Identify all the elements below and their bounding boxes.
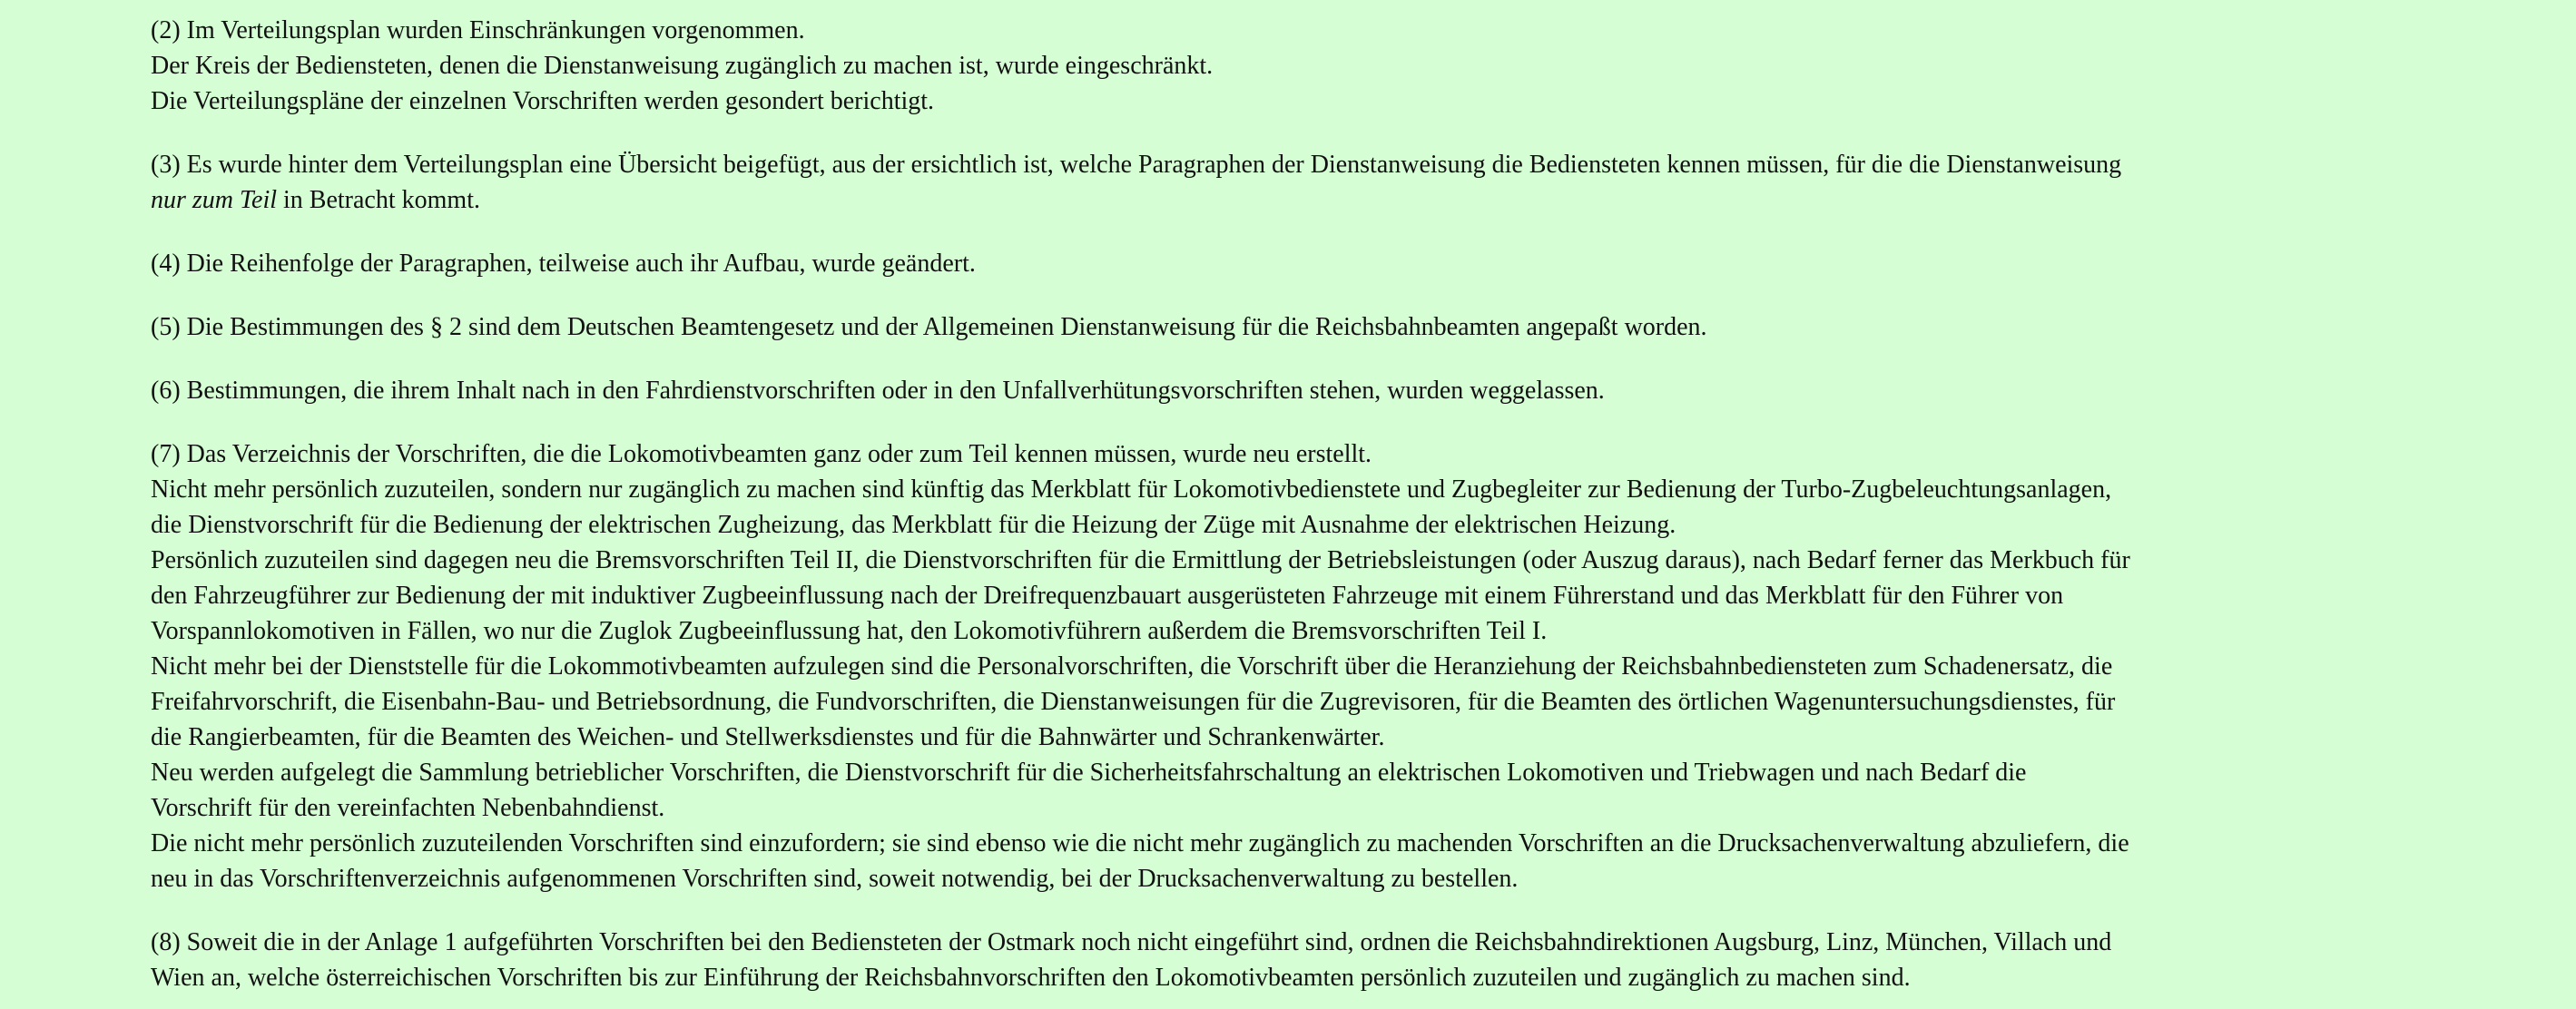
document-body [151, 13, 2438, 995]
text-line: die Dienstvorschrift für die Bedienung der elektrischen Zugheizung, das Merkblatt für die Heizung der Züge mit Ausnahme der elektrischen Heizung. [151, 511, 1676, 539]
paragraph-7 [151, 436, 2438, 896]
text-line: Der Kreis der Bediensteten, denen die Dienstanweisung zugänglich zu machen ist, wurde eingeschränkt. [151, 52, 1214, 80]
text-line: (3) Es wurde hinter dem Verteilungsplan eine Übersicht beigefügt, aus der ersichtlich ist, welche Paragraphen der Dienstanweisung die Bediensteten kennen müssen, für die die Dienstanweisung [151, 151, 2122, 179]
text-line: (7) Das Verzeichnis der Vorschriften, die die Lokomotivbeamten ganz oder zum Teil kennen müssen, wurde neu erstellt. [151, 440, 1372, 468]
text-line: Vorspannlokomotiven in Fällen, wo nur die Zuglok Zugbeeinflussung hat, den Lokomotivführern außerdem die Bremsvorschriften Teil I. [151, 617, 1548, 645]
text-line: Die Verteilungspläne der einzelnen Vorschriften werden gesondert berichtigt. [151, 87, 935, 115]
text-line: (8) Soweit die in der Anlage 1 aufgeführten Vorschriften bei den Bediensteten der Ostmark noch nicht eingeführt sind, ordnen die Reichsbahndirektionen Augsburg, Linz, München, Villach und [151, 928, 2112, 956]
paragraph-8 [151, 925, 2438, 995]
paragraph-5 [151, 309, 2438, 345]
paragraph-2 [151, 13, 2438, 119]
text-line: (5) Die Bestimmungen des § 2 sind dem Deutschen Beamtengesetz und der Allgemeinen Dienstanweisung für die Reichsbahnbeamten angepaßt worden. [151, 313, 1707, 341]
text-line: Neu werden aufgelegt die Sammlung betrieblicher Vorschriften, die Dienstvorschrift für die Sicherheitsfahrschaltung an elektrischen Lokomotiven und Triebwagen und nach Bedarf die [151, 759, 2027, 787]
text-line [151, 182, 2438, 218]
text-fragment: in Betracht kommt. [277, 186, 480, 214]
paragraph-6 [151, 373, 2438, 408]
text-line: Die nicht mehr persönlich zuzuteilenden Vorschriften sind einzufordern; sie sind ebenso wie die nicht mehr zugänglich zu machenden Vorschriften an die Drucksachenverwaltung abzuliefern, die [151, 829, 2129, 857]
text-line: Persönlich zuzuteilen sind dagegen neu die Bremsvorschriften Teil II, die Dienstvorschriften für die Ermittlung der Betriebsleistungen (oder Auszug daraus), nach Bedarf ferner das Merkbuch für [151, 546, 2130, 574]
italic-emphasis: nur zum Teil [151, 186, 278, 214]
text-line: neu in das Vorschriftenverzeichnis aufgenommenen Vorschriften sind, soweit notwendig, bei der Drucksachenverwaltung zu bestellen. [151, 865, 1519, 893]
text-line: (4) Die Reihenfolge der Paragraphen, teilweise auch ihr Aufbau, wurde geändert. [151, 250, 976, 278]
text-line: Freifahrvorschrift, die Eisenbahn-Bau- und Betriebsordnung, die Fundvorschriften, die Dienstanweisungen für die Zugrevisoren, für die Beamten des örtlichen Wagenuntersuchungsdienstes, für [151, 688, 2116, 716]
text-line: den Fahrzeugführer zur Bedienung der mit induktiver Zugbeeinflussung nach der Dreifrequenzbauart ausgerüsteten Fahrzeuge mit einem Führerstand und das Merkblatt für den Führer von [151, 582, 2064, 610]
paragraph-4 [151, 246, 2438, 281]
text-line: Wien an, welche österreichischen Vorschriften bis zur Einführung der Reichsbahnvorschriften den Lokomotivbeamten persönlich zuzuteilen und zugänglich zu machen sind. [151, 964, 1911, 992]
text-line: die Rangierbeamten, für die Beamten des Weichen- und Stellwerksdienstes und für die Bahnwärter und Schrankenwärter. [151, 723, 1385, 751]
text-line: Nicht mehr bei der Dienststelle für die Lokommotivbeamten aufzulegen sind die Personalvorschriften, die Vorschrift über die Heranziehung der Reichsbahnbediensteten zum Schadenersatz, die [151, 652, 2113, 681]
paragraph-3 [151, 147, 2438, 218]
text-line: Nicht mehr persönlich zuzuteilen, sondern nur zugänglich zu machen sind künftig das Merkblatt für Lokomotivbedienstete und Zugbegleiter zur Bedienung der Turbo-Zugbeleuchtungsanlagen, [151, 475, 2112, 504]
text-line: (2) Im Verteilungsplan wurden Einschränkungen vorgenommen. [151, 16, 805, 44]
text-line: Vorschrift für den vereinfachten Nebenbahndienst. [151, 794, 665, 822]
text-line: (6) Bestimmungen, die ihrem Inhalt nach in den Fahrdienstvorschriften oder in den Unfallverhütungsvorschriften stehen, wurden weggelassen. [151, 377, 1605, 405]
